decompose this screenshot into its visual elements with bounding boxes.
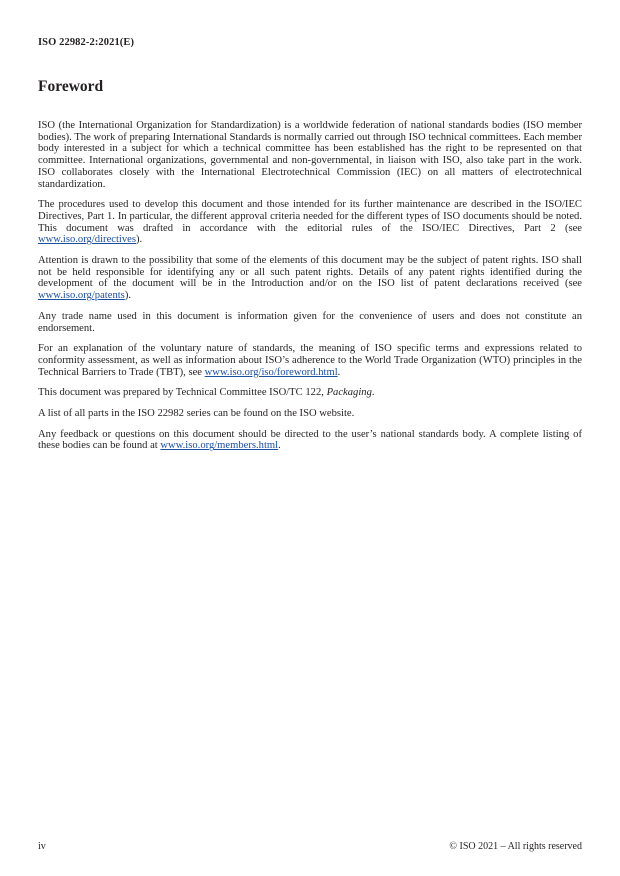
page-content xyxy=(38,0,582,452)
link-iso-foreword[interactable]: www.iso.org/iso/foreword.html xyxy=(204,366,338,378)
copyright-notice: © ISO 2021 – All rights reserved xyxy=(449,841,582,852)
text-segment: Attention is drawn to the possibility that some of the elements of this document may be the subject of patent rights. ISO shall not be held responsible for identifying any or all such patent rights. Details of any patent rights identified during the development of the document will be in the Introduction and/or on the ISO list of patent declarations received (see xyxy=(38,255,582,290)
text-segment: . xyxy=(337,366,341,378)
foreword-paragraph-3 xyxy=(38,255,582,302)
text-segment: The procedures used to develop this document and those intended for its further maintenance are described in the ISO/IEC Directives, Part 1. In particular, the different approval criteria needed for the different types of ISO documents should be noted. This document was drafted in accordance with the editorial rules of the ISO/IEC Directives, Part 2 (see xyxy=(38,199,582,234)
foreword-paragraph-2 xyxy=(38,199,582,246)
page-title: Foreword xyxy=(38,78,104,95)
document-reference: ISO 22982-2:2021(E) xyxy=(38,37,135,48)
text-segment: . xyxy=(371,387,375,399)
text-segment: Any feedback or questions on this document should be directed to the user’s national standards body. A complete listing of these bodies can be found at xyxy=(38,428,582,452)
foreword-paragraph-8 xyxy=(38,429,582,452)
foreword-paragraph-7 xyxy=(38,408,582,420)
text-segment: ISO (the International Organization for Standardization) is a worldwide federation of national standards bodies (ISO member bodies). The work of preparing International Standards is normally carried out through ISO technical committees. Each member body interested in a subject for which a technical committee has been established has the right to be represented on that committee. International organizations, governmental and non-governmental, in liaison with ISO, also take part in the work. ISO collaborates closely with the International Electrotechnical Commission (IEC) on all matters of electrotechnical standardization. xyxy=(38,120,582,190)
foreword-paragraph-1 xyxy=(38,120,582,190)
text-segment: For an explanation of the voluntary nature of standards, the meaning of ISO specific terms and expressions related to conformity assessment, as well as information about ISO’s adherence to the World Trade Organization (WTO) principles in the Technical Barriers to Trade (TBT), see xyxy=(38,343,582,378)
text-segment: Any trade name used in this document is information given for the convenience of users and does not constitute an endorsement. xyxy=(38,310,582,334)
foreword-body xyxy=(38,120,582,452)
text-segment: This document was prepared by Technical Committee ISO/TC 122, xyxy=(38,387,327,399)
text-segment: ). xyxy=(124,290,131,302)
foreword-paragraph-4 xyxy=(38,311,582,334)
text-segment: A list of all parts in the ISO 22982 series can be found on the ISO website. xyxy=(38,408,355,420)
link-iso-patents[interactable]: www.iso.org/patents xyxy=(38,290,125,302)
text-segment: ). xyxy=(135,234,143,246)
foreword-paragraph-6 xyxy=(38,387,582,399)
text-segment: . xyxy=(278,440,281,452)
page-footer xyxy=(38,841,582,852)
page-number: iv xyxy=(38,841,46,852)
foreword-paragraph-5 xyxy=(38,343,582,378)
link-iso-directives[interactable]: www.iso.org/directives xyxy=(38,234,136,246)
link-iso-members[interactable]: www.iso.org/members.html xyxy=(160,440,279,452)
committee-name-italic: Packaging xyxy=(326,387,372,399)
